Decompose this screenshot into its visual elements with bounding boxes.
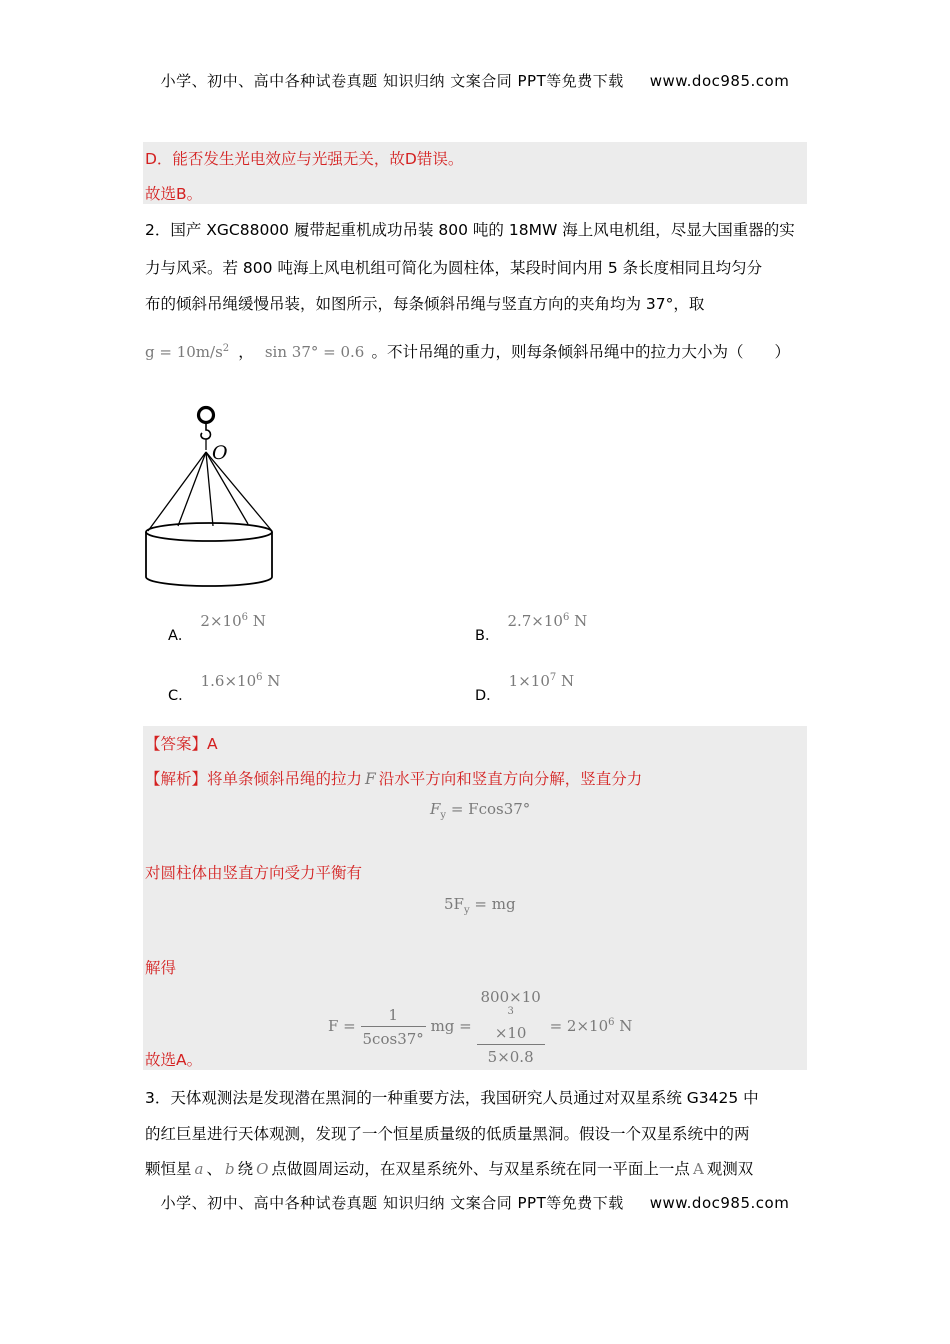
crane-hook-ring xyxy=(199,408,214,423)
q2-line-4 xyxy=(145,340,790,362)
q3-line-1: 3．天体观测法是发现潜在黑洞的一种重要方法，我国研究人员通过对双星系统 G3425 中 xyxy=(145,1089,759,1107)
rope-group xyxy=(148,452,272,531)
option-a[interactable] xyxy=(168,610,266,644)
q3-line-2: 的红巨星进行天体观测，发现了一个恒星质量级的低质量黑洞。假设一个双星系统中的两 xyxy=(145,1125,750,1143)
eq-vertical-component: $F_y = Fcos37^\circ$ xyxy=(430,800,531,821)
sin-formula: sin 37° = 0.6 xyxy=(264,343,365,361)
prev-conclusion: 故选B。 xyxy=(145,185,203,203)
footer-text: 小学、初中、高中各种试卷真题 知识归纳 文案合同 PPT等免费下载 xyxy=(160,1194,624,1212)
option-a-value: $2\times 10^6$ N xyxy=(200,612,266,630)
q2-line-3: 布的倾斜吊绳缓慢吊装，如图所示，每条倾斜吊绳与竖直方向的夹角均为 37°，取 xyxy=(145,295,705,313)
point-o-label: O xyxy=(212,442,228,464)
cylinder-bottom xyxy=(146,577,272,586)
option-d-label: D． xyxy=(475,688,501,704)
g-formula: $g = 10m/s^2$ xyxy=(145,343,230,361)
page-footer xyxy=(0,1192,950,1213)
analysis-line: 【解析】将单条倾斜吊绳的拉力 F 沿水平方向和竖直方向分解，竖直分力 xyxy=(145,770,643,788)
q2-comma: ， xyxy=(238,343,254,361)
prev-solution-line: D．能否发生光电效应与光强无关，故D错误。 xyxy=(145,150,464,168)
fraction-1: $\frac{1}{5\cos 37^\circ}$ xyxy=(362,1006,424,1048)
header-text: 小学、初中、高中各种试卷真题 知识归纳 文案合同 PPT等免费下载 xyxy=(160,72,624,90)
option-d-value: $1\times 10^7$ N xyxy=(508,672,575,690)
option-c[interactable] xyxy=(168,670,281,704)
q2-line-2: 力与风采。若 800 吨海上风电机组可简化为圆柱体，某段时间内用 5 条长度相同且均匀分 xyxy=(145,259,763,277)
q2-line-1: 2．国产 XGC88000 履带起重机成功吊装 800 吨的 18MW 海上风电机组，尽显大国重器的实 xyxy=(145,221,795,239)
option-d[interactable] xyxy=(475,670,575,704)
option-c-label: C． xyxy=(168,688,193,704)
footer-site: www.doc985.com xyxy=(649,1194,790,1212)
option-c-value: $1.6\times 10^6$ N xyxy=(200,672,281,690)
eq-balance: $5F_y$ = mg xyxy=(444,895,516,916)
page-header xyxy=(0,70,950,91)
fraction-2: 800×10 $^3$ ×10 5×0.8 xyxy=(477,988,545,1066)
rope-5 xyxy=(206,452,272,531)
balance-text: 对圆柱体由竖直方向受力平衡有 xyxy=(145,864,363,882)
option-b-label: B． xyxy=(475,628,500,644)
q2-tail: 。不计吊绳的重力，则每条倾斜吊绳中的拉力大小为（ ） xyxy=(371,343,790,361)
solve-text: 解得 xyxy=(145,959,177,977)
option-a-label: A． xyxy=(168,628,193,644)
eq-result: F = $\frac{1}{5\cos 37^\circ}$ mg = 800×10 $^3$ ×10 5×0.8 = $2\times 10^6$ N xyxy=(328,988,633,1066)
solution-conclusion: 故选A。 xyxy=(145,1051,203,1069)
answer-line: 【答案】A xyxy=(145,735,218,753)
rope-1 xyxy=(148,452,206,531)
option-b[interactable] xyxy=(475,610,588,644)
rope-2 xyxy=(178,452,206,526)
q3-line-3: 颗恒星 a 、 b 绕 O 点做圆周运动，在双星系统外、与双星系统在同一平面上一点 A 观测双 xyxy=(145,1160,754,1178)
crane-cylinder-figure xyxy=(140,400,280,590)
cylinder-top xyxy=(146,523,272,541)
crane-hook xyxy=(201,423,210,439)
option-b-value: $2.7\times 10^6$ N xyxy=(507,612,588,630)
header-site: www.doc985.com xyxy=(649,72,790,90)
force-var: F xyxy=(365,770,376,788)
